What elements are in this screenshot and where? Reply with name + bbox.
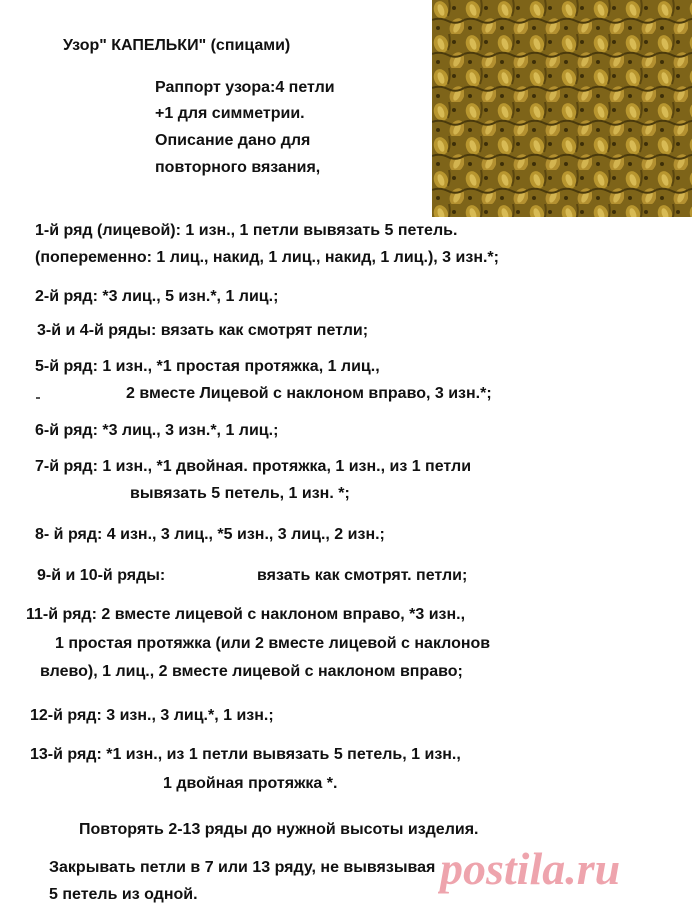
- row-9-10-label: 9-й и 10-й ряды:: [37, 567, 166, 584]
- row-11-line-1: 11-й ряд: 2 вместе лицевой с наклоном вправо, *3 изн.,: [26, 606, 466, 623]
- row-3-4: 3-й и 4-й ряды: вязать как смотрят петли;: [37, 322, 369, 339]
- postila-watermark-logo: [438, 842, 692, 902]
- row-1-line-1: 1-й ряд (лицевой): 1 изн., 1 петли вывязать 5 петель.: [35, 222, 458, 239]
- row-9-10-text: вязать как смотрят. петли;: [257, 567, 468, 584]
- knit-texture-photo: [432, 0, 692, 217]
- svg-text:postila.ru: postila.ru: [440, 843, 621, 894]
- row-13-line-2: 1 двойная протяжка *.: [163, 775, 338, 792]
- closing-instruction-line-1: Закрывать петли в 7 или 13 ряду, не вывязывая: [49, 859, 436, 876]
- row-11-line-2: 1 простая протяжка (или 2 вместе лицевой с наклонов: [55, 635, 491, 652]
- row-6: 6-й ряд: *3 лиц., 3 изн.*, 1 лиц.;: [35, 422, 279, 439]
- rapport-line-2: +1 для симметрии.: [155, 105, 305, 122]
- row-8: 8- й ряд: 4 изн., 3 лиц., *5 изн., 3 лиц., 2 изн.;: [35, 526, 385, 543]
- rapport-line-4: повторного вязания,: [155, 159, 321, 176]
- row-1-line-2: (попеременно: 1 лиц., накид, 1 лиц., накид, 1 лиц.), 3 изн.*;: [35, 249, 499, 266]
- row-5-dot: [36, 397, 40, 399]
- row-2: 2-й ряд: *3 лиц., 5 изн.*, 1 лиц.;: [35, 288, 279, 305]
- rapport-line-3: Описание дано для: [155, 132, 311, 149]
- row-5-line-1: 5-й ряд: 1 изн., *1 простая протяжка, 1 лиц.,: [35, 358, 380, 375]
- row-12: 12-й ряд: 3 изн., 3 лиц.*, 1 изн.;: [30, 707, 274, 724]
- closing-instruction-line-2: 5 петель из одной.: [49, 886, 198, 903]
- row-5-line-2: 2 вместе Лицевой с наклоном вправо, 3 изн.*;: [126, 385, 492, 402]
- row-7-line-1: 7-й ряд: 1 изн., *1 двойная. протяжка, 1 изн., из 1 петли: [35, 458, 472, 475]
- pattern-title: Узор" КАПЕЛЬКИ" (спицами): [63, 37, 291, 54]
- row-7-line-2: вывязать 5 петель, 1 изн. *;: [130, 485, 350, 502]
- repeat-instruction: Повторять 2-13 ряды до нужной высоты изделия.: [79, 821, 479, 838]
- row-13-line-1: 13-й ряд: *1 изн., из 1 петли вывязать 5 петель, 1 изн.,: [30, 746, 461, 763]
- row-11-line-3: влево), 1 лиц., 2 вместе лицевой с наклоном вправо;: [40, 663, 463, 680]
- rapport-line-1: Раппорт узора:4 петли: [155, 79, 335, 96]
